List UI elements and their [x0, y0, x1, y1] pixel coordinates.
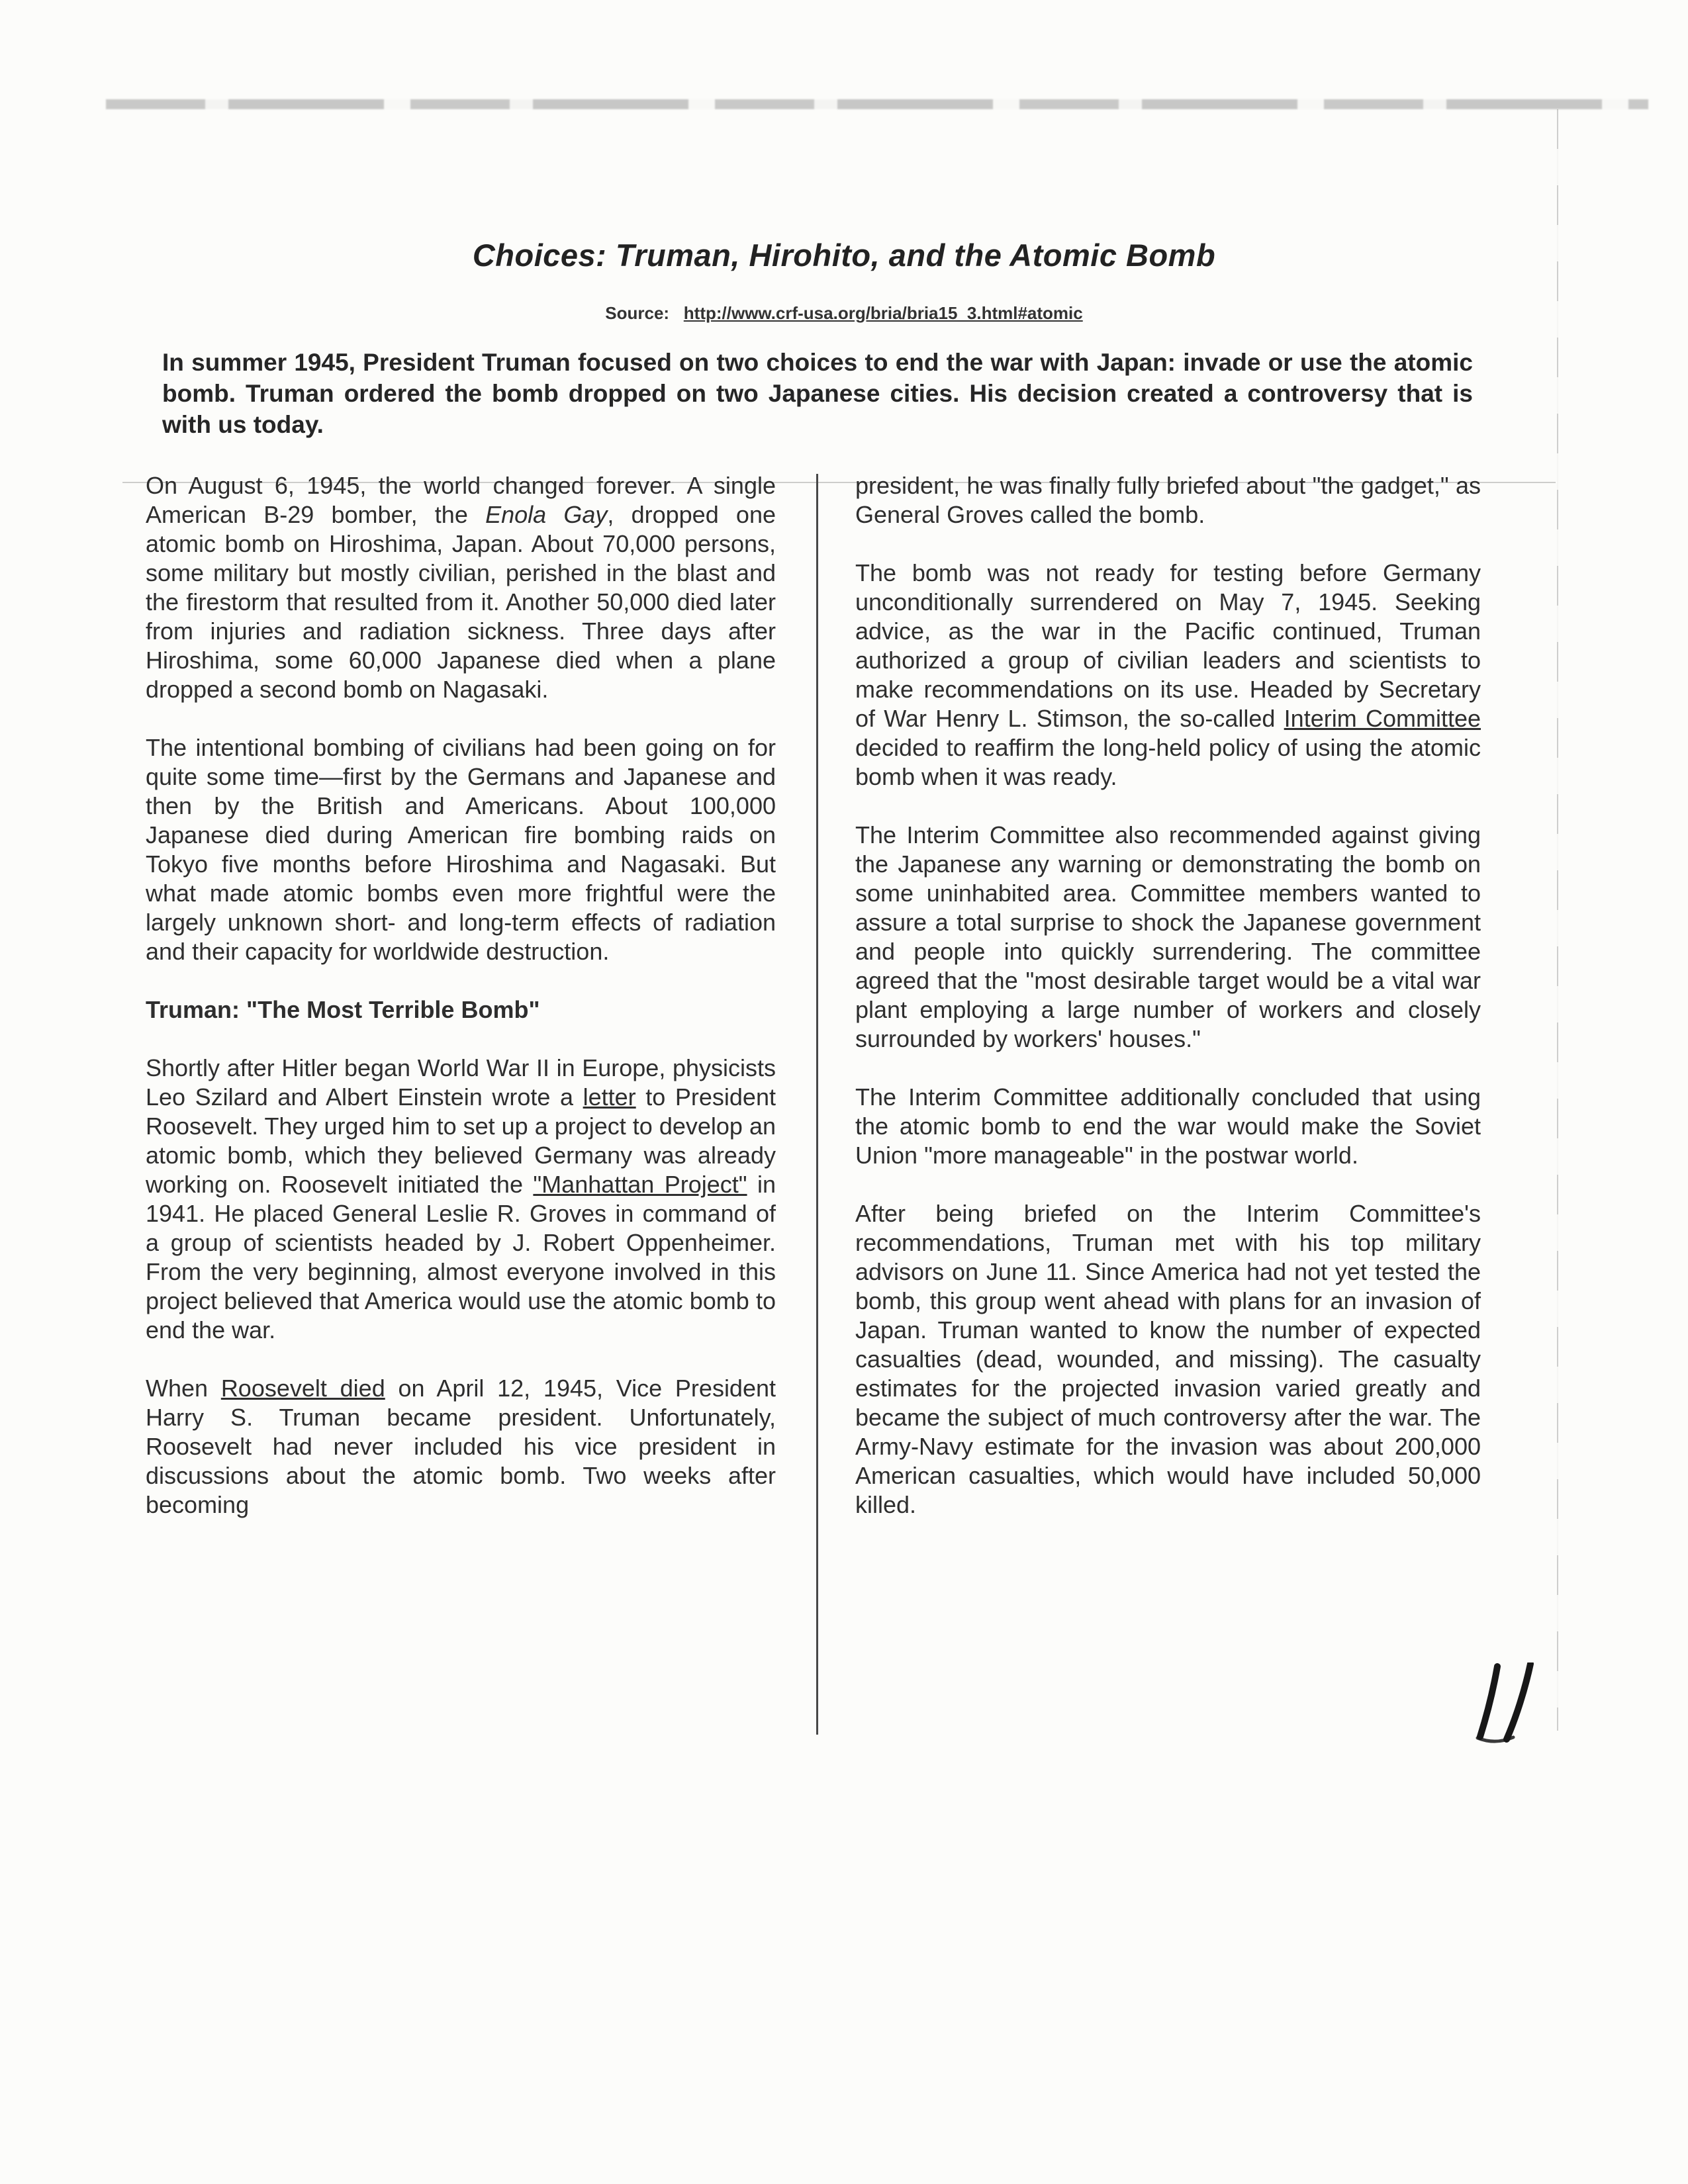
text-run: Truman: "The Most Terrible Bomb" — [146, 996, 540, 1023]
paragraph — [855, 821, 1481, 1054]
scan-artifact-strip — [106, 99, 1648, 109]
paragraph — [855, 1083, 1481, 1170]
text-run: On August 6, 1945, the world changed forever. A single American B-29 bomber, the — [146, 472, 776, 528]
page-title: Choices: Truman, Hirohito, and the Atomic Bomb — [472, 238, 1216, 273]
scan-artifact-vertical-line — [1557, 109, 1558, 1731]
inline-link[interactable]: letter — [583, 1083, 636, 1111]
inline-link[interactable]: "Manhattan Project" — [533, 1171, 747, 1198]
paragraph — [146, 733, 776, 966]
text-run: The intentional bombing of civilians had been going on for quite some time—first by the Germans and Japanese and then by the British and Americans. About 100,000 Japanese died during American fire bombing raids on Tokyo five months before Hiroshima and Nagasaki. But what made atomic bombs even more frightful were the largely unknown short- and long-term effects of radiation and their capacity for worldwide destruction. — [146, 734, 776, 965]
text-run: The Interim Committee additionally concluded that using the atomic bomb to end the war would make the Soviet Union "more manageable" in the postwar world. — [855, 1083, 1481, 1169]
text-run: The bomb was not ready for testing before Germany unconditionally surrendered on May 7, 1945. Seeking advice, as the war in the Pacific continued, Truman authorized a group of civilian leaders and scientists to make recommendations on its use. Headed by Secretary of War Henry L. Stimson, the so-called — [855, 559, 1481, 732]
column-divider — [816, 474, 818, 1735]
text-run: in 1941. He placed General Leslie R. Groves in command of a group of scientists headed by J. Robert Oppenheimer. From the very beginning, almost everyone involved in this project believed that America would use the atomic bomb to end the war. — [146, 1171, 776, 1343]
paragraph — [146, 1054, 776, 1345]
text-run: to President Roosevelt. They urged him to set up a project to develop an atomic bomb, which they believed Germany was already working on. Roosevelt initiated the — [146, 1083, 776, 1198]
italic-text: Enola Gay — [485, 501, 608, 528]
paragraph — [855, 559, 1481, 792]
text-run: on April 12, 1945, Vice President Harry S. Truman became president. Unfortunately, Roosevelt had never included his vice president in discussions about the atomic bomb. Two weeks after becoming — [146, 1375, 776, 1518]
paragraph — [855, 471, 1481, 529]
text-run: president, he was finally fully briefed about "the gadget," as General Groves called the bomb. — [855, 472, 1481, 528]
paragraph — [146, 471, 776, 704]
intro-paragraph: In summer 1945, President Truman focused on two choices to end the war with Japan: invade or use the atomic bomb. Truman ordered the bomb dropped on two Japanese cities. His decision created a controversy that is with us today. — [162, 349, 1473, 438]
handwritten-mark — [1475, 1662, 1548, 1745]
source-line — [0, 303, 1688, 324]
left-column — [146, 471, 776, 1520]
source-label: Source: — [605, 303, 670, 323]
text-run: When — [146, 1375, 221, 1402]
inline-link[interactable]: Interim Committee — [1284, 705, 1481, 732]
source-url-link[interactable]: http://www.crf-usa.org/bria/bria15_3.html#atomic — [683, 303, 1083, 323]
text-run: , dropped one atomic bomb on Hiroshima, Japan. About 70,000 persons, some military but mostly civilian, perished in the blast and the firestorm that resulted from it. Another 50,000 died later from injuries and radiation sickness. Three days after Hiroshima, some 60,000 Japanese died when a plane dropped a second bomb on Nagasaki. — [146, 501, 776, 703]
text-run: The Interim Committee also recommended against giving the Japanese any warning or demonstrating the bomb on some uninhabited area. Committee members wanted to assure a total surprise to shock the Japanese government and people into quickly surrendering. The committee agreed that the "most desirable target would be a vital war plant employing a large number of workers and closely surrounded by workers' houses." — [855, 821, 1481, 1052]
text-run: Shortly after Hitler began World War II in Europe, physicists Leo Szilard and Albert Einstein wrote a — [146, 1054, 776, 1111]
inline-link[interactable]: Roosevelt died — [220, 1375, 385, 1402]
text-run: decided to reaffirm the long-held policy of using the atomic bomb when it was ready. — [855, 734, 1481, 790]
right-column — [855, 471, 1481, 1520]
text-run: After being briefed on the Interim Committee's recommendations, Truman met with his top military advisors on June 11. Since America had not yet tested the bomb, this group went ahead with plans for an invasion of Japan. Truman wanted to know the number of expected casualties (dead, wounded, and missing). The casualty estimates for the projected invasion varied greatly and became the subject of much controversy after the war. The Army-Navy estimate for the invasion was about 200,000 American casualties, which would have included 50,000 killed. — [855, 1200, 1481, 1518]
paragraph — [146, 1374, 776, 1520]
paragraph — [855, 1199, 1481, 1520]
section-heading — [146, 995, 776, 1024]
